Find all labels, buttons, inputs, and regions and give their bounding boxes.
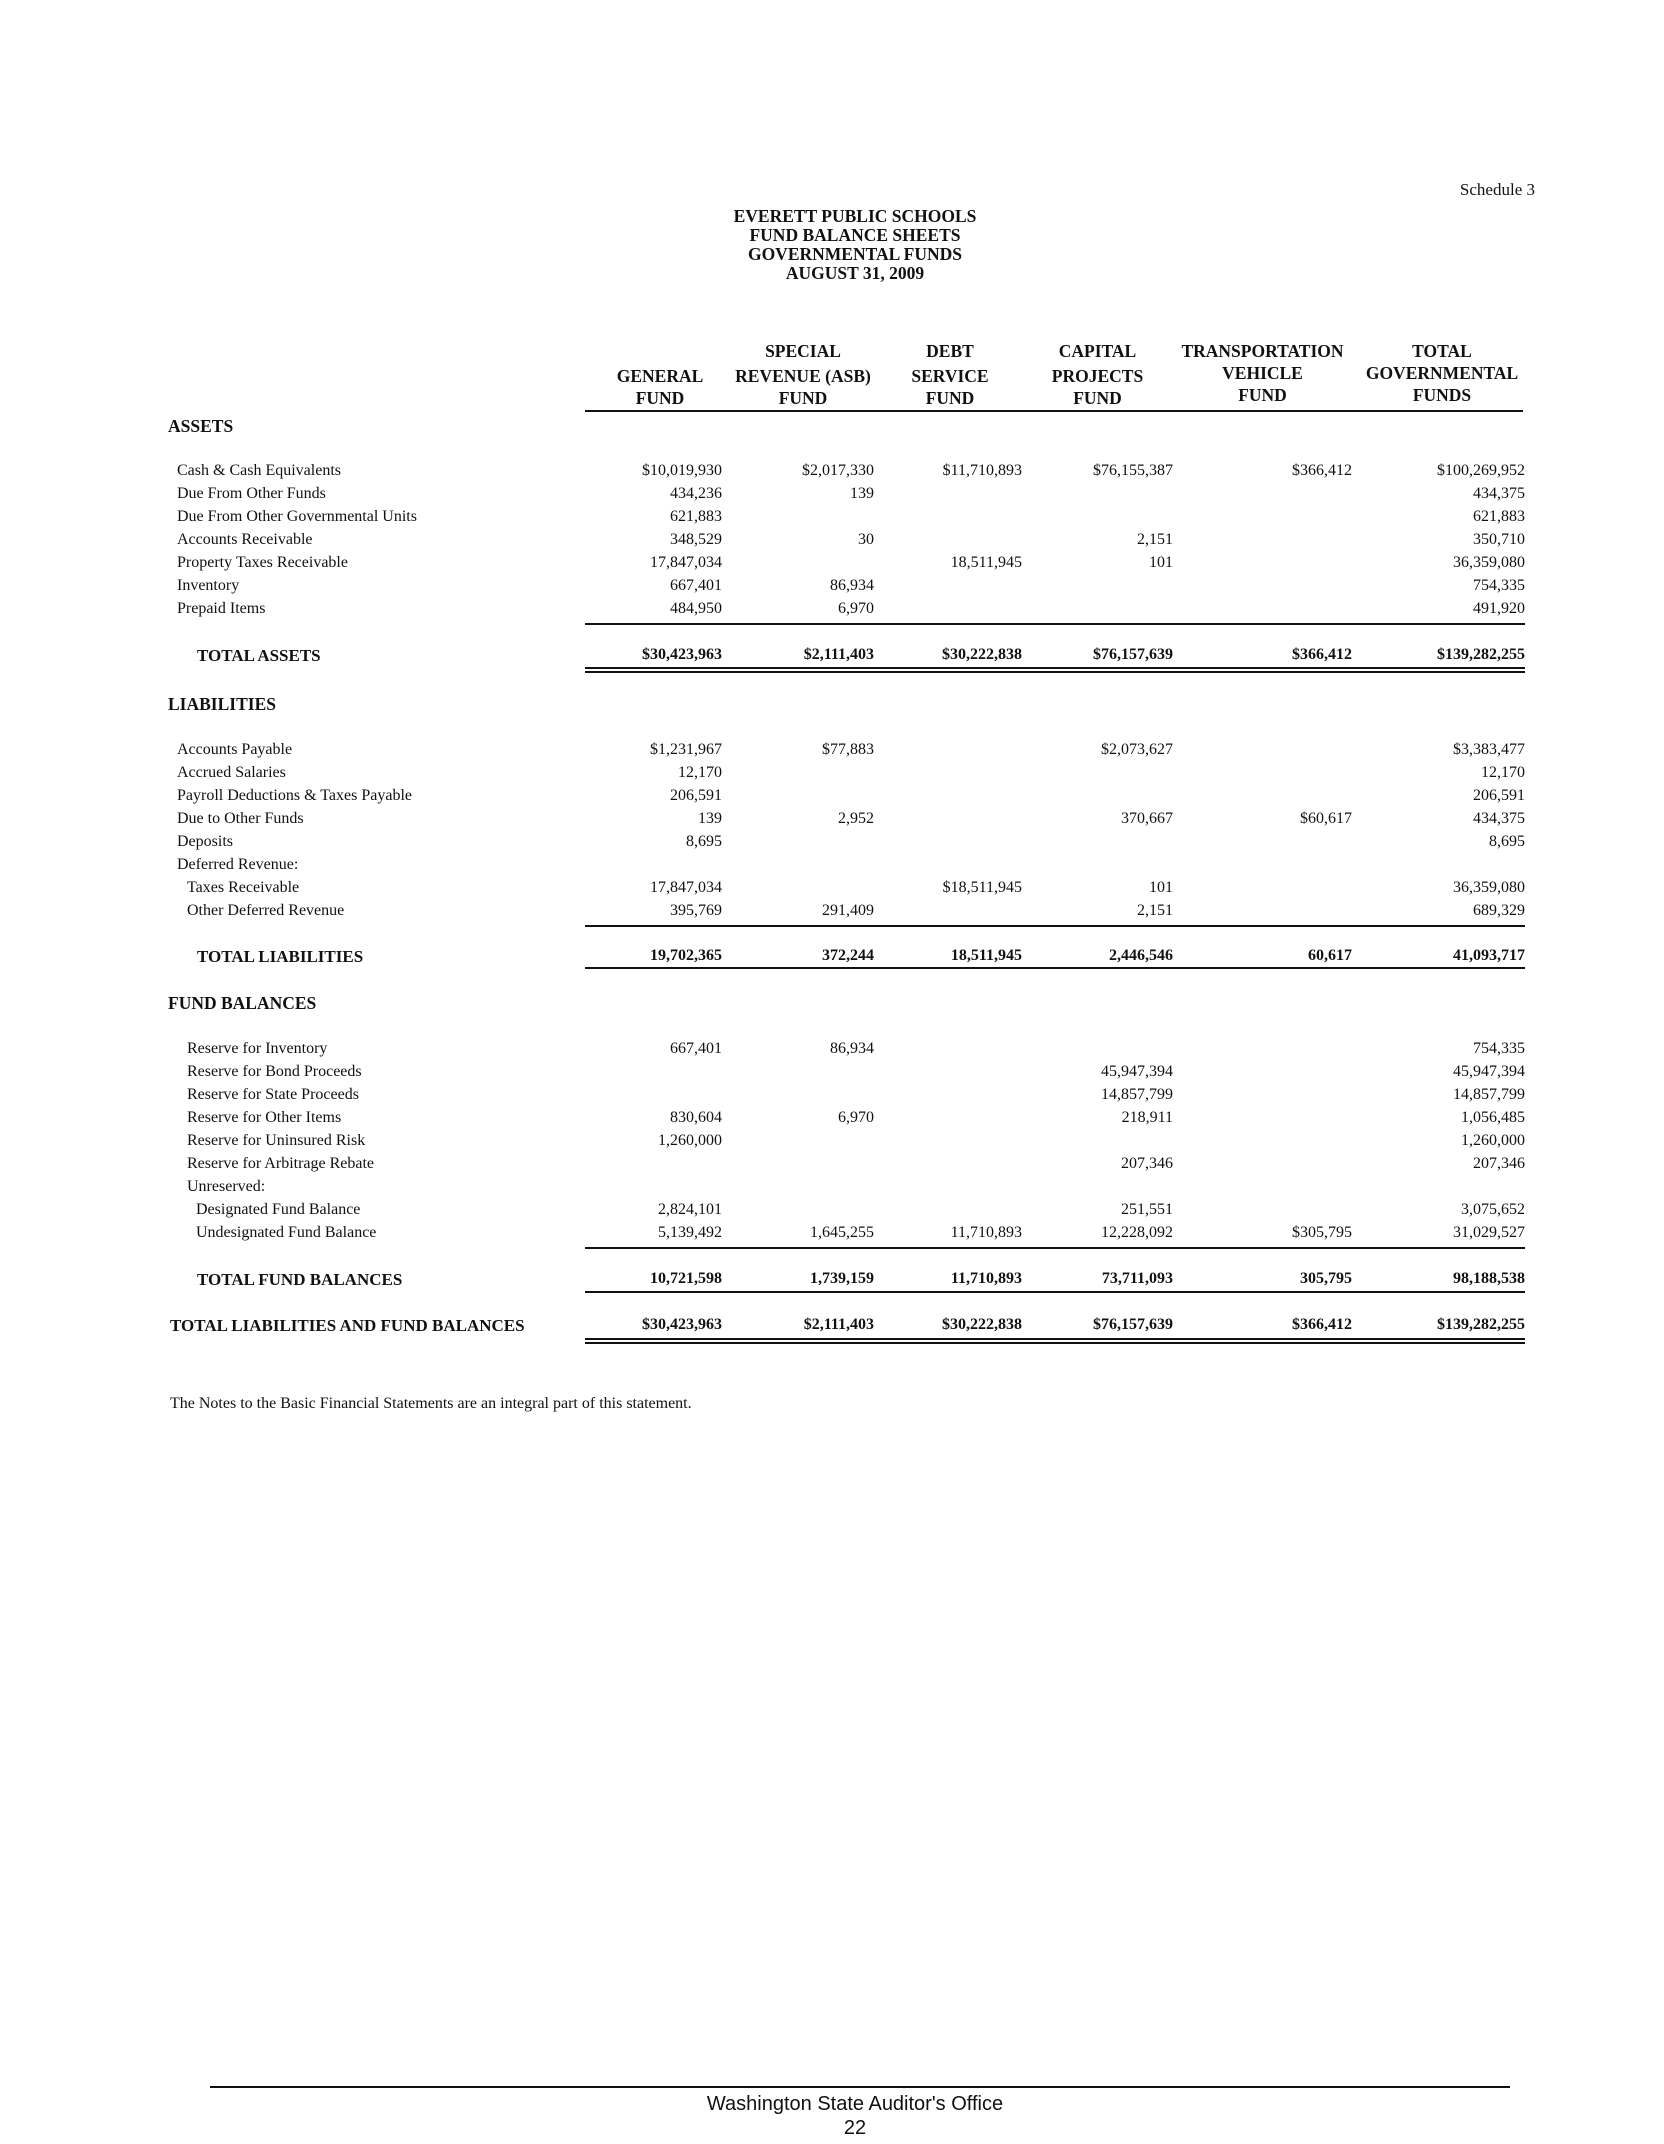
row-label: TOTAL ASSETS [197, 646, 321, 665]
value-cell: 348,529 [670, 531, 722, 548]
row-label: Deposits [177, 833, 233, 850]
value-cell: 491,920 [1473, 600, 1525, 617]
table-row-res-bond [0, 1063, 1664, 1085]
row-label: Designated Fund Balance [196, 1201, 361, 1218]
value-cell: $2,017,330 [802, 462, 874, 479]
value-cell: 206,591 [1473, 787, 1525, 804]
value-cell: 206,591 [670, 787, 722, 804]
value-cell: $2,073,627 [1101, 741, 1173, 758]
value-cell: 30 [858, 531, 874, 548]
table-row-accounts-pay [0, 741, 1664, 763]
row-label: Taxes Receivable [187, 879, 300, 896]
rule-assets-subtotal [585, 623, 1525, 625]
table-row-total-fb [0, 1270, 1664, 1292]
value-cell: $1,231,967 [650, 741, 722, 758]
value-cell: 218,911 [1121, 1109, 1173, 1126]
rule-assets-total-1 [585, 667, 1525, 669]
value-cell: 101 [1149, 554, 1173, 571]
value-cell: 251,551 [1121, 1201, 1173, 1218]
value-cell: 12,228,092 [1101, 1224, 1173, 1241]
value-cell: $3,383,477 [1453, 741, 1525, 758]
value-cell: 689,329 [1473, 902, 1525, 919]
table-row-other-def-rev [0, 902, 1664, 924]
row-label: Undesignated Fund Balance [196, 1224, 377, 1241]
value-cell: 6,970 [838, 1109, 874, 1126]
table-row-cash [0, 462, 1664, 484]
table-row-taxes-rec [0, 879, 1664, 901]
table-row-res-inventory [0, 1040, 1664, 1062]
title-line-2: FUND BALANCE SHEETS [749, 225, 961, 245]
row-label: Payroll Deductions & Taxes Payable [177, 787, 412, 804]
column-header-transportation: TRANSPORTATION VEHICLE FUND [1181, 341, 1344, 405]
value-cell: $77,883 [822, 741, 874, 758]
value-cell: 45,947,394 [1453, 1063, 1525, 1080]
value-cell: 434,375 [1473, 485, 1525, 502]
value-cell: 434,236 [670, 485, 722, 502]
row-label: Accrued Salaries [177, 764, 286, 781]
row-label: Unreserved: [187, 1178, 266, 1195]
rule-fund-balances-total [585, 1291, 1525, 1293]
section-fund-balances: FUND BALANCES [168, 993, 317, 1013]
value-cell: $139,282,255 [1437, 1316, 1525, 1333]
table-row-prop-tax-rec [0, 554, 1664, 576]
value-cell: 6,970 [838, 600, 874, 617]
row-label: TOTAL FUND BALANCES [197, 1270, 403, 1289]
value-cell: 372,244 [822, 947, 874, 964]
footer-rule [210, 2086, 1510, 2088]
table-row-res-uninsured [0, 1132, 1664, 1154]
table-row-total-liab [0, 947, 1664, 969]
column-header-capital-projects: CAPITAL PROJECTS FUND [1051, 341, 1144, 408]
value-cell: 2,446,546 [1109, 947, 1173, 964]
value-cell: 830,604 [670, 1109, 722, 1126]
rule-fund-balances-subtotal [585, 1247, 1525, 1249]
row-label: Accounts Payable [177, 741, 293, 758]
table-row-res-state [0, 1086, 1664, 1108]
value-cell: 1,260,000 [658, 1132, 722, 1149]
value-cell: 86,934 [830, 577, 874, 594]
table-row-due-other-gov [0, 508, 1664, 530]
table-row-inventory [0, 577, 1664, 599]
value-cell: 14,857,799 [1101, 1086, 1173, 1103]
value-cell: 207,346 [1473, 1155, 1525, 1172]
value-cell: 621,883 [670, 508, 722, 525]
row-label: Reserve for Inventory [187, 1040, 328, 1057]
rule-liabilities-subtotal [585, 925, 1525, 927]
value-cell: 434,375 [1473, 810, 1525, 827]
value-cell: 3,075,652 [1461, 1201, 1525, 1218]
table-row-prepaid [0, 600, 1664, 622]
table-row-total-assets [0, 646, 1664, 668]
value-cell: $76,155,387 [1093, 462, 1173, 479]
schedule-label: Schedule 3 [1459, 180, 1535, 199]
value-cell: 1,739,159 [810, 1270, 874, 1287]
table-row-payroll-ded [0, 787, 1664, 809]
row-label: Reserve for Other Items [187, 1109, 342, 1126]
page-footer [0, 2092, 1664, 2140]
value-cell: 14,857,799 [1453, 1086, 1525, 1103]
row-label: Prepaid Items [177, 600, 266, 617]
section-assets: ASSETS [168, 416, 234, 436]
value-cell: $305,795 [1292, 1224, 1352, 1241]
rule-grand-total-2 [585, 1342, 1525, 1344]
row-label: Accounts Receivable [177, 531, 313, 548]
value-cell: 73,711,093 [1101, 1270, 1173, 1287]
value-cell: 1,056,485 [1461, 1109, 1525, 1126]
report-title [0, 207, 1664, 283]
title-line-4: AUGUST 31, 2009 [785, 263, 925, 283]
value-cell: 350,710 [1473, 531, 1525, 548]
title-line-3: GOVERNMENTAL FUNDS [747, 244, 963, 264]
table-row-unreserved [0, 1178, 1664, 1200]
value-cell: 101 [1149, 879, 1173, 896]
value-cell: $366,412 [1292, 646, 1352, 663]
value-cell: 2,952 [838, 810, 874, 827]
value-cell: 291,409 [822, 902, 874, 919]
table-row-total-liab-fb [0, 1316, 1664, 1338]
column-header-general: GENERAL FUND [616, 366, 704, 408]
value-cell: 2,151 [1137, 531, 1173, 548]
value-cell: $18,511,945 [942, 879, 1022, 896]
value-cell: $139,282,255 [1437, 646, 1525, 663]
row-label: TOTAL LIABILITIES AND FUND BALANCES [170, 1316, 525, 1335]
footer-office: Washington State Auditor's Office [706, 2093, 1004, 2115]
value-cell: $2,111,403 [803, 1316, 874, 1333]
value-cell: 1,260,000 [1461, 1132, 1525, 1149]
value-cell: 207,346 [1121, 1155, 1173, 1172]
value-cell: 60,617 [1308, 947, 1352, 964]
table-row-designated [0, 1201, 1664, 1223]
value-cell: 2,151 [1137, 902, 1173, 919]
row-label: TOTAL LIABILITIES [197, 947, 364, 966]
value-cell: 8,695 [686, 833, 722, 850]
value-cell: 667,401 [670, 577, 722, 594]
table-row-res-arbitrage [0, 1155, 1664, 1177]
value-cell: $11,710,893 [942, 462, 1022, 479]
value-cell: $10,019,930 [642, 462, 722, 479]
row-label: Deferred Revenue: [177, 856, 299, 873]
rule-liabilities-total [585, 967, 1525, 969]
value-cell: $366,412 [1292, 1316, 1352, 1333]
row-label: Due From Other Governmental Units [177, 508, 417, 525]
value-cell: 98,188,538 [1453, 1270, 1525, 1287]
value-cell: 139 [698, 810, 722, 827]
value-cell: $30,423,963 [642, 1316, 722, 1333]
value-cell: 41,093,717 [1453, 947, 1525, 964]
value-cell: $30,222,838 [942, 1316, 1022, 1333]
value-cell: 45,947,394 [1101, 1063, 1173, 1080]
value-cell: $2,111,403 [803, 646, 874, 663]
value-cell: 484,950 [670, 600, 722, 617]
value-cell: 12,170 [678, 764, 722, 781]
value-cell: 370,667 [1121, 810, 1173, 827]
table-row-deferred-rev [0, 856, 1664, 878]
value-cell: 11,710,893 [950, 1224, 1022, 1241]
value-cell: 754,335 [1473, 577, 1525, 594]
value-cell: $366,412 [1292, 462, 1352, 479]
row-label: Due to Other Funds [177, 810, 304, 827]
rule-grand-total-1 [585, 1338, 1525, 1340]
value-cell: 31,029,527 [1453, 1224, 1525, 1241]
statement-note: The Notes to the Basic Financial Statements are an integral part of this statement. [170, 1395, 692, 1412]
row-label: Property Taxes Receivable [177, 554, 348, 571]
row-label: Reserve for Bond Proceeds [187, 1063, 362, 1080]
column-header-debt-service: DEBT SERVICE FUND [911, 341, 989, 408]
row-label: Reserve for Uninsured Risk [187, 1132, 366, 1149]
value-cell: 36,359,080 [1453, 879, 1525, 896]
row-label: Inventory [177, 577, 240, 594]
value-cell: 36,359,080 [1453, 554, 1525, 571]
value-cell: $60,617 [1300, 810, 1352, 827]
value-cell: 18,511,945 [950, 554, 1022, 571]
value-cell: 5,139,492 [658, 1224, 722, 1241]
table-row-accounts-rec [0, 531, 1664, 553]
table-row-res-other [0, 1109, 1664, 1131]
column-header-special-revenue: SPECIAL REVENUE (ASB) FUND [735, 341, 871, 408]
value-cell: 139 [850, 485, 874, 502]
value-cell: 17,847,034 [650, 879, 722, 896]
value-cell: 17,847,034 [650, 554, 722, 571]
row-label: Due From Other Funds [177, 485, 326, 502]
row-label: Reserve for Arbitrage Rebate [187, 1155, 375, 1172]
footer-page-number: 22 [843, 2117, 867, 2139]
table-row-accrued-sal [0, 764, 1664, 786]
title-line-1: EVERETT PUBLIC SCHOOLS [733, 206, 977, 226]
value-cell: 667,401 [670, 1040, 722, 1057]
value-cell: 2,824,101 [658, 1201, 722, 1218]
table-row-deposits [0, 833, 1664, 855]
column-header-total: TOTAL GOVERNMENTAL FUNDS [1365, 341, 1519, 405]
row-label: Cash & Cash Equivalents [177, 462, 341, 479]
value-cell: $30,222,838 [942, 646, 1022, 663]
value-cell: 1,645,255 [810, 1224, 874, 1241]
table-row-undesignated [0, 1224, 1664, 1246]
value-cell: 305,795 [1300, 1270, 1352, 1287]
value-cell: 395,769 [670, 902, 722, 919]
section-liabilities: LIABILITIES [168, 694, 276, 714]
value-cell: $76,157,639 [1093, 1316, 1173, 1333]
value-cell: 12,170 [1481, 764, 1525, 781]
value-cell: 86,934 [830, 1040, 874, 1057]
row-label: Reserve for State Proceeds [187, 1086, 359, 1103]
table-row-due-other-funds [0, 485, 1664, 507]
value-cell: 754,335 [1473, 1040, 1525, 1057]
value-cell: $30,423,963 [642, 646, 722, 663]
value-cell: 11,710,893 [950, 1270, 1022, 1287]
table-row-due-to-other [0, 810, 1664, 832]
value-cell: 18,511,945 [950, 947, 1022, 964]
row-label: Other Deferred Revenue [187, 902, 345, 919]
value-cell: 8,695 [1489, 833, 1525, 850]
value-cell: 19,702,365 [650, 947, 722, 964]
header-rule [585, 410, 1523, 412]
value-cell: $76,157,639 [1093, 646, 1173, 663]
value-cell: 10,721,598 [650, 1270, 722, 1287]
value-cell: 621,883 [1473, 508, 1525, 525]
rule-assets-total-2 [585, 671, 1525, 673]
value-cell: $100,269,952 [1437, 462, 1525, 479]
